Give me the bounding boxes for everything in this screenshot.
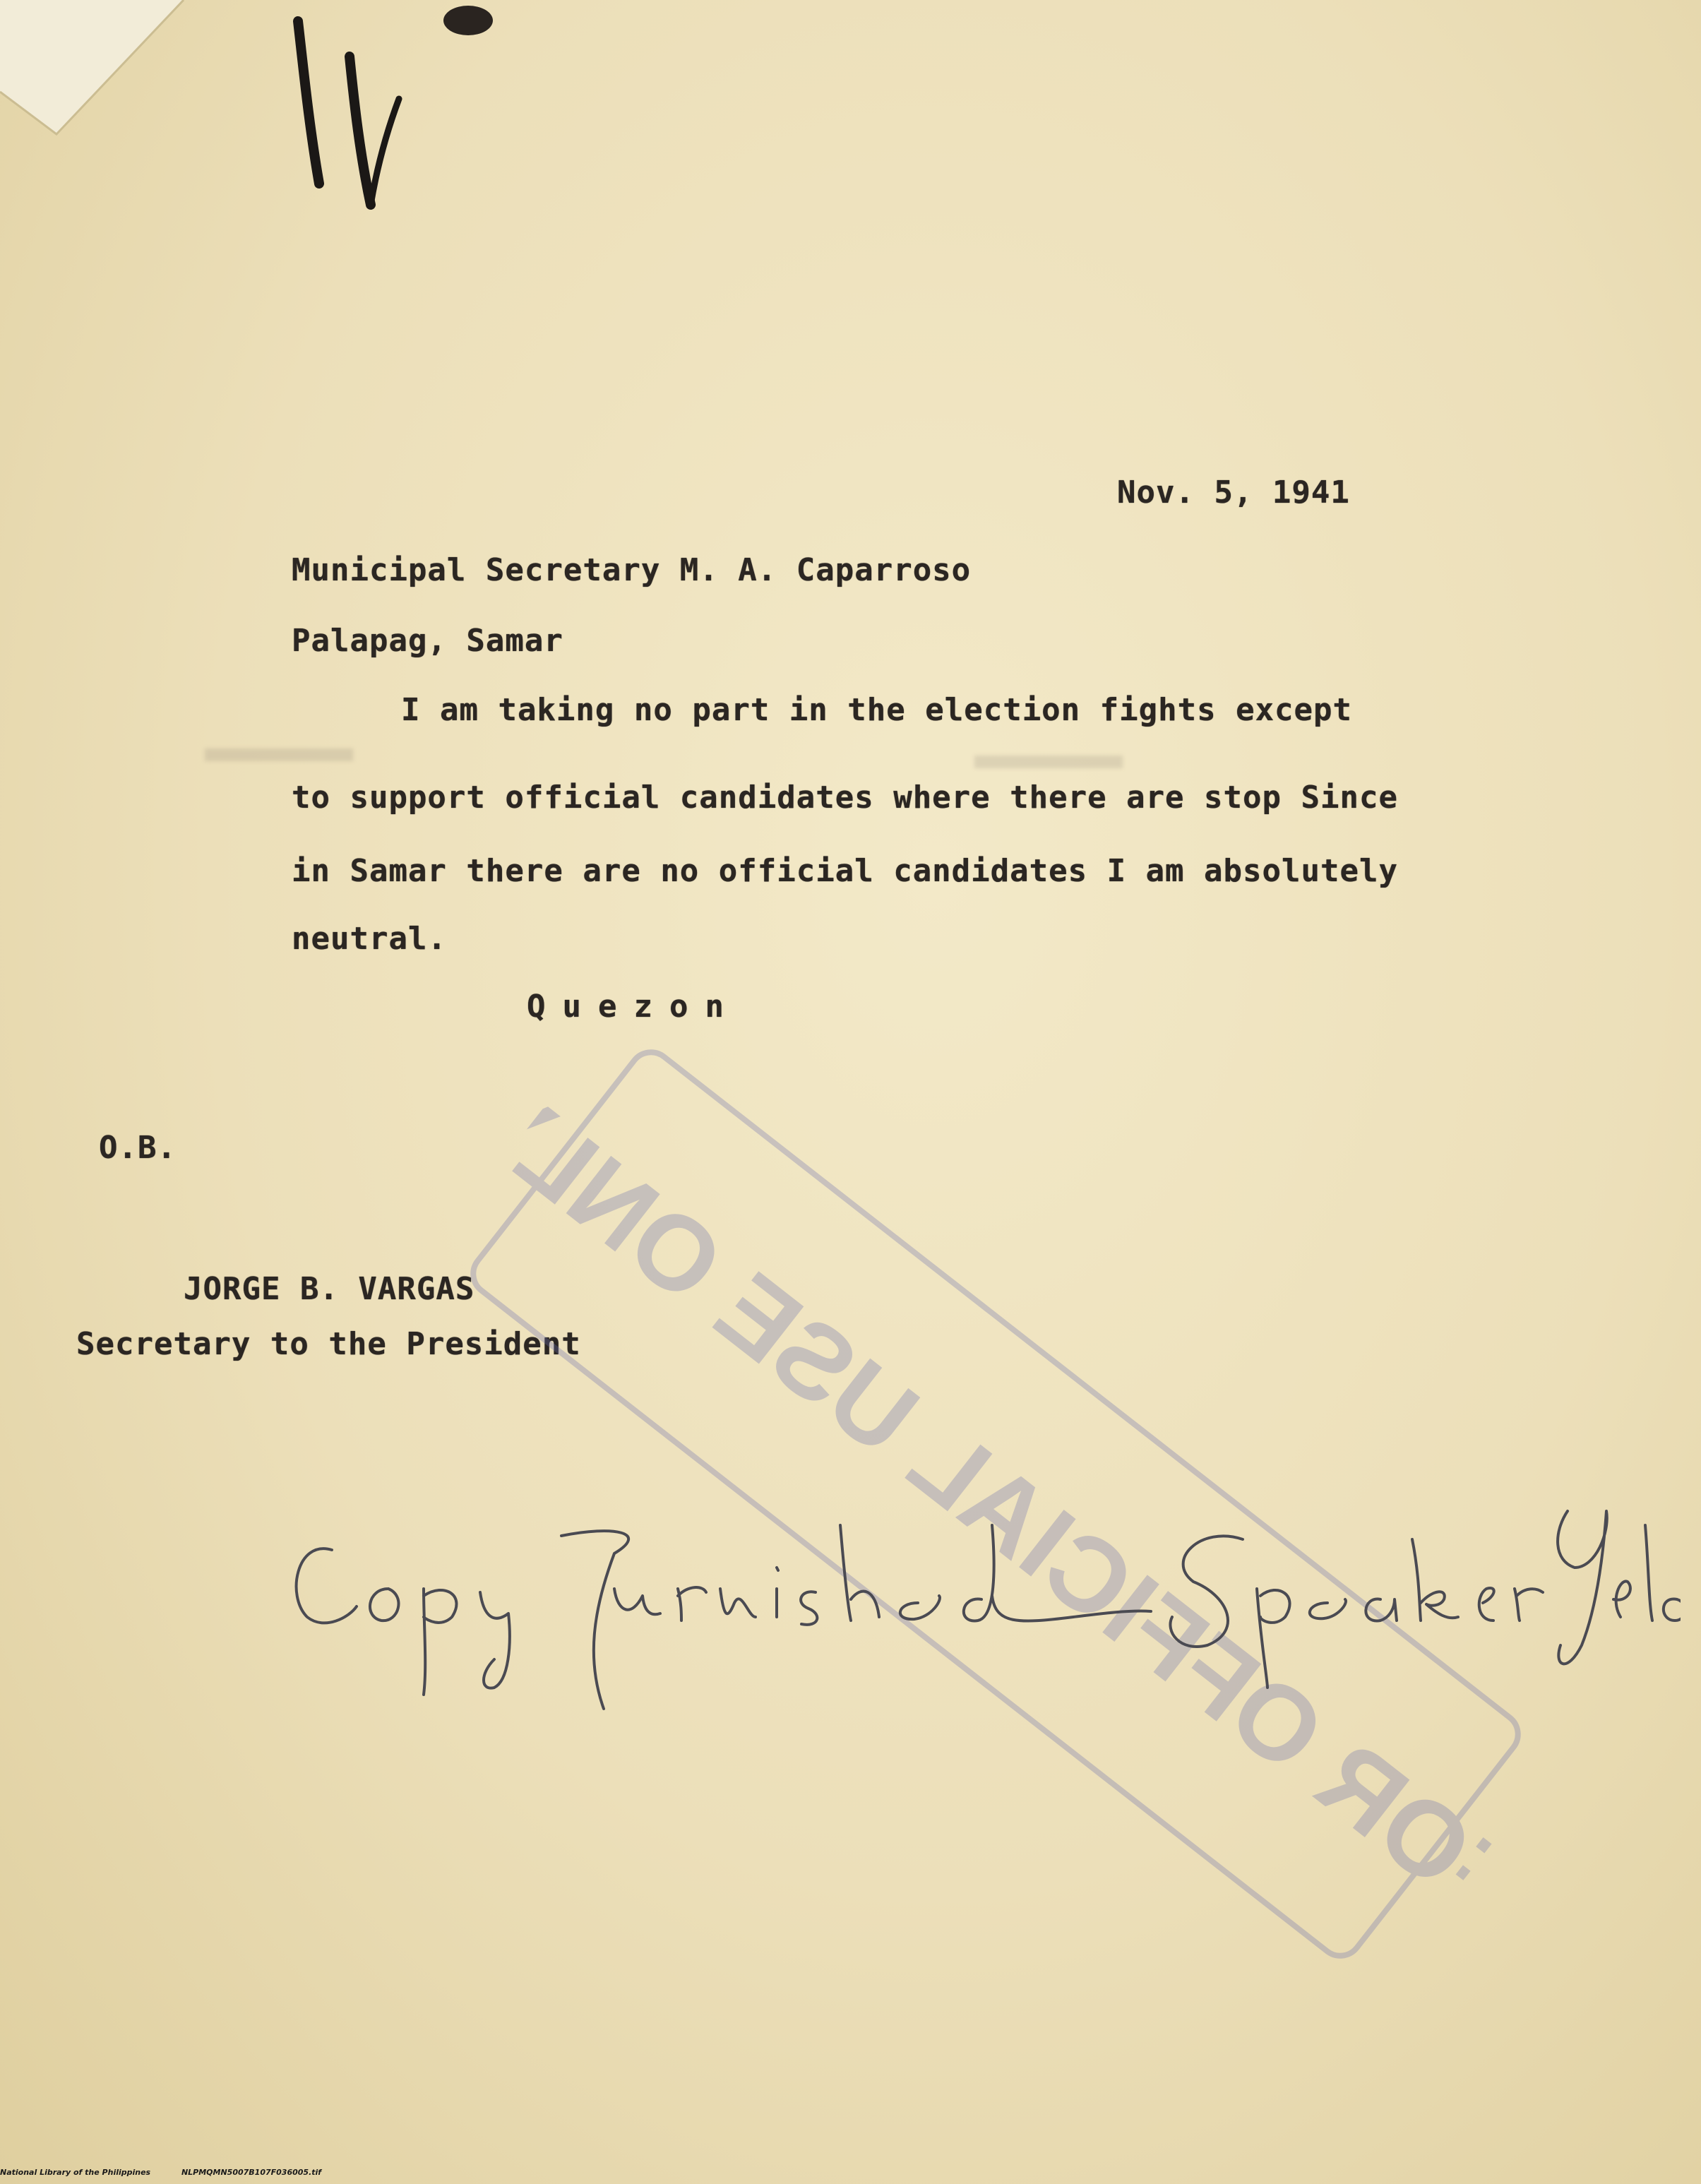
smudge [974,756,1123,768]
handwritten-mark-11 [282,14,410,219]
sender-title: Secretary to the President [76,1326,581,1362]
body-line-1: I am taking no part in the election fights except [401,692,1353,728]
footer-institution: National Library of the Philippines [0,2168,151,2177]
typed-signature: Quezon [527,989,741,1025]
smudge [205,748,353,761]
official-use-stamp [240,772,1701,2184]
recipient-name: Municipal Secretary M. A. Caparroso [292,552,972,588]
sender-name: JORGE B. VARGAS [184,1271,475,1307]
footer-file-id: NLPMQMN5007B107F036005.tif [181,2168,322,2177]
folded-corner [0,0,191,141]
body-line-3: in Samar there are no official candidates I am absolutely [292,853,1398,889]
recipient-location: Palapag, Samar [292,623,563,659]
handwritten-note [282,1483,1681,1716]
stamp-text: FOR OFFICIAL USE ONLY [447,1056,1546,1950]
body-line-4: neutral. [292,921,447,957]
initials: O.B. [99,1130,177,1166]
archive-footer [0,2168,350,2177]
ink-blot [443,6,493,35]
letter-date: Nov. 5, 1941 [1117,475,1350,511]
body-line-2: to support official candidates where there are stop Since [292,780,1398,816]
